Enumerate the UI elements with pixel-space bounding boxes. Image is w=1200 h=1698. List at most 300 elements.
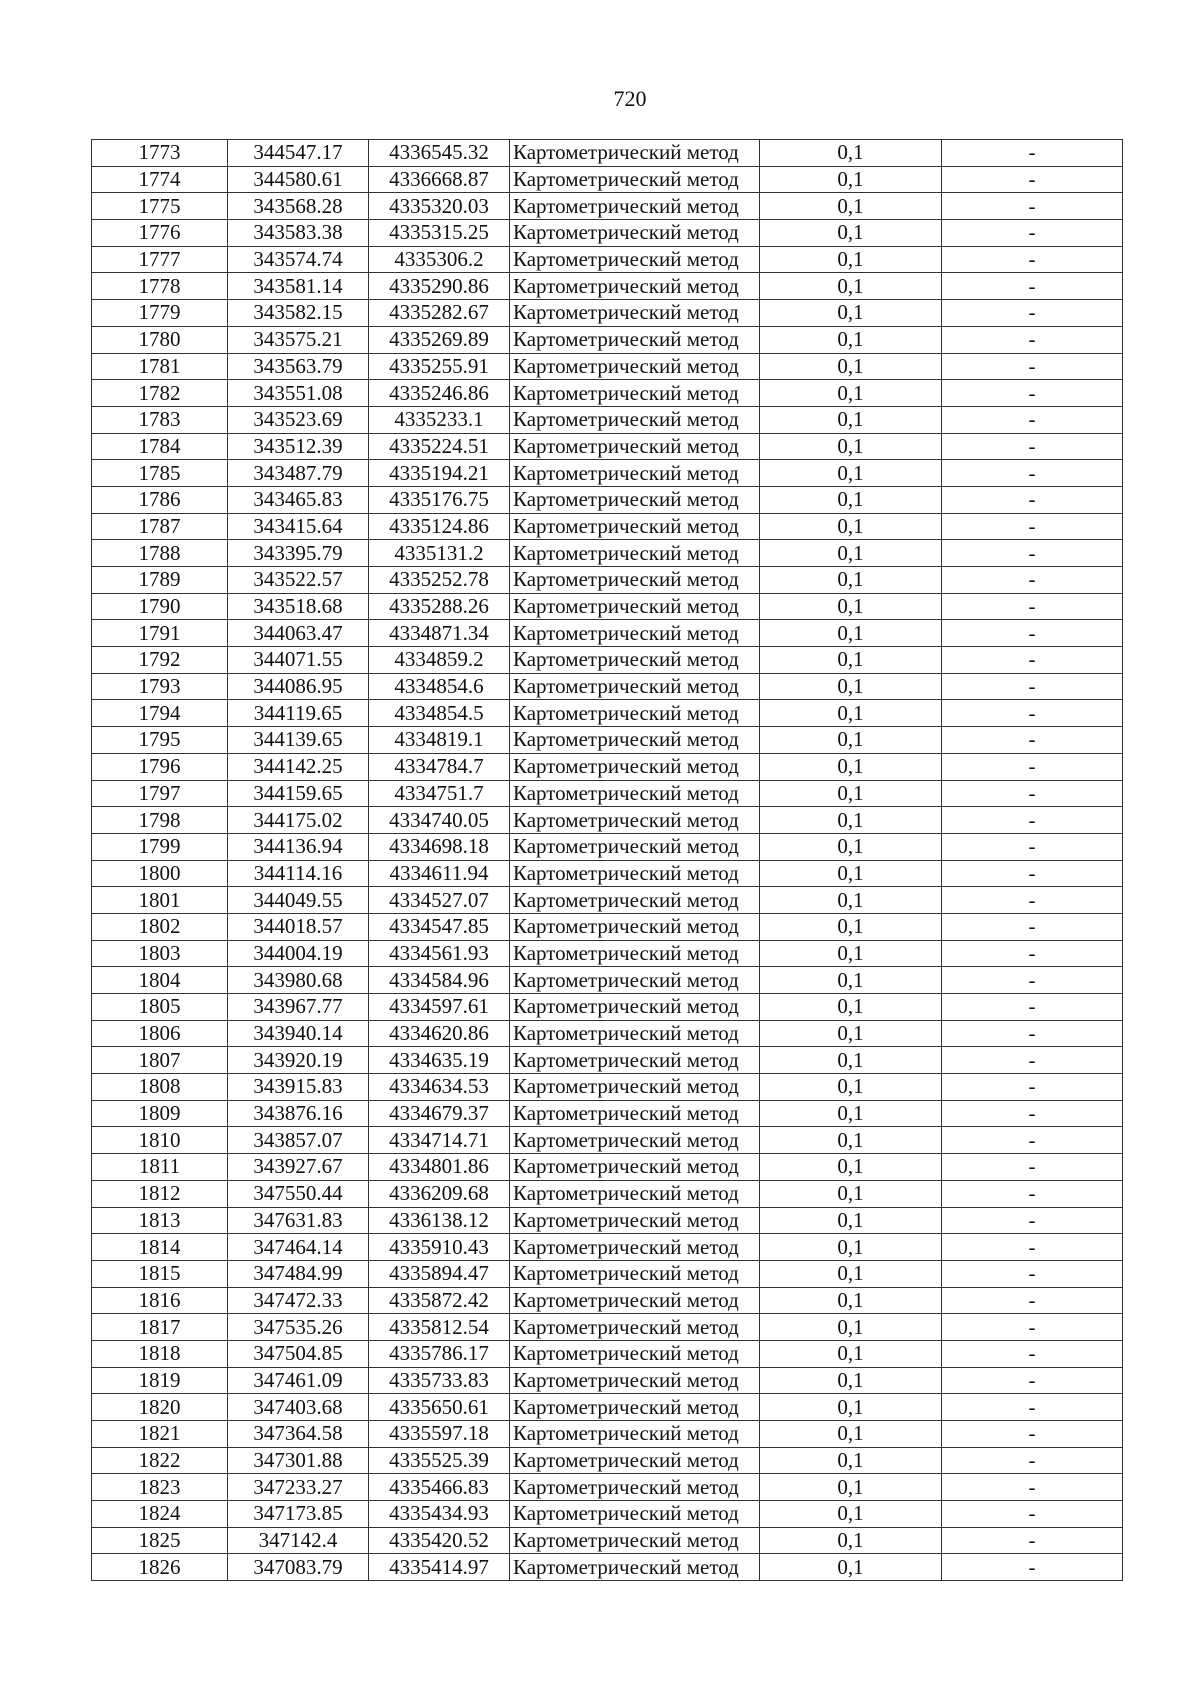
table-row <box>92 1207 1123 1234</box>
table-row <box>92 1474 1123 1501</box>
y-coordinate-cell: 4336545.32 <box>369 140 510 167</box>
accuracy-cell: 0,1 <box>760 940 942 967</box>
note-cell: - <box>942 994 1123 1021</box>
note-cell: - <box>942 246 1123 273</box>
table-row <box>92 1314 1123 1341</box>
accuracy-cell: 0,1 <box>760 406 942 433</box>
point-number-cell: 1823 <box>92 1474 228 1501</box>
x-coordinate-cell: 344018.57 <box>228 913 369 940</box>
note-cell: - <box>942 1287 1123 1314</box>
table-row <box>92 406 1123 433</box>
y-coordinate-cell: 4335131.2 <box>369 540 510 567</box>
accuracy-cell: 0,1 <box>760 1047 942 1074</box>
y-coordinate-cell: 4334784.7 <box>369 753 510 780</box>
table-row <box>92 166 1123 193</box>
point-number-cell: 1805 <box>92 994 228 1021</box>
y-coordinate-cell: 4335246.86 <box>369 380 510 407</box>
point-number-cell: 1826 <box>92 1554 228 1581</box>
table-row <box>92 193 1123 220</box>
method-cell: Картометрический метод <box>510 380 760 407</box>
note-cell: - <box>942 540 1123 567</box>
method-cell: Картометрический метод <box>510 753 760 780</box>
y-coordinate-cell: 4335910.43 <box>369 1234 510 1261</box>
note-cell: - <box>942 807 1123 834</box>
point-number-cell: 1818 <box>92 1340 228 1367</box>
point-number-cell: 1797 <box>92 780 228 807</box>
point-number-cell: 1778 <box>92 273 228 300</box>
method-cell: Картометрический метод <box>510 140 760 167</box>
method-cell: Картометрический метод <box>510 1554 760 1581</box>
point-number-cell: 1815 <box>92 1260 228 1287</box>
point-number-cell: 1776 <box>92 220 228 247</box>
accuracy-cell: 0,1 <box>760 620 942 647</box>
x-coordinate-cell: 344071.55 <box>228 647 369 674</box>
point-number-cell: 1787 <box>92 513 228 540</box>
accuracy-cell: 0,1 <box>760 753 942 780</box>
table-row <box>92 1421 1123 1448</box>
x-coordinate-cell: 343967.77 <box>228 994 369 1021</box>
x-coordinate-cell: 347631.83 <box>228 1207 369 1234</box>
point-number-cell: 1798 <box>92 807 228 834</box>
y-coordinate-cell: 4334751.7 <box>369 780 510 807</box>
table-row <box>92 273 1123 300</box>
table-row <box>92 1367 1123 1394</box>
method-cell: Картометрический метод <box>510 967 760 994</box>
point-number-cell: 1817 <box>92 1314 228 1341</box>
method-cell: Картометрический метод <box>510 1421 760 1448</box>
x-coordinate-cell: 344580.61 <box>228 166 369 193</box>
accuracy-cell: 0,1 <box>760 1020 942 1047</box>
table-row <box>92 1234 1123 1261</box>
accuracy-cell: 0,1 <box>760 567 942 594</box>
method-cell: Картометрический метод <box>510 1180 760 1207</box>
note-cell: - <box>942 1421 1123 1448</box>
x-coordinate-cell: 347301.88 <box>228 1447 369 1474</box>
method-cell: Картометрический метод <box>510 620 760 647</box>
method-cell: Картометрический метод <box>510 220 760 247</box>
table-row <box>92 647 1123 674</box>
y-coordinate-cell: 4335269.89 <box>369 326 510 353</box>
table-row <box>92 1340 1123 1367</box>
x-coordinate-cell: 343523.69 <box>228 406 369 433</box>
accuracy-cell: 0,1 <box>760 460 942 487</box>
x-coordinate-cell: 347403.68 <box>228 1394 369 1421</box>
table-row <box>92 1020 1123 1047</box>
x-coordinate-cell: 344114.16 <box>228 860 369 887</box>
method-cell: Картометрический метод <box>510 1100 760 1127</box>
y-coordinate-cell: 4334819.1 <box>369 727 510 754</box>
method-cell: Картометрический метод <box>510 940 760 967</box>
point-number-cell: 1774 <box>92 166 228 193</box>
accuracy-cell: 0,1 <box>760 1554 942 1581</box>
table-row <box>92 220 1123 247</box>
point-number-cell: 1793 <box>92 673 228 700</box>
point-number-cell: 1796 <box>92 753 228 780</box>
x-coordinate-cell: 347083.79 <box>228 1554 369 1581</box>
note-cell: - <box>942 1074 1123 1101</box>
x-coordinate-cell: 343512.39 <box>228 433 369 460</box>
y-coordinate-cell: 4335224.51 <box>369 433 510 460</box>
note-cell: - <box>942 913 1123 940</box>
table-row <box>92 727 1123 754</box>
table-row <box>92 433 1123 460</box>
accuracy-cell: 0,1 <box>760 1074 942 1101</box>
method-cell: Картометрический метод <box>510 1314 760 1341</box>
point-number-cell: 1807 <box>92 1047 228 1074</box>
y-coordinate-cell: 4335320.03 <box>369 193 510 220</box>
method-cell: Картометрический метод <box>510 1447 760 1474</box>
y-coordinate-cell: 4335288.26 <box>369 593 510 620</box>
x-coordinate-cell: 343568.28 <box>228 193 369 220</box>
accuracy-cell: 0,1 <box>760 1394 942 1421</box>
table-row <box>92 1501 1123 1528</box>
x-coordinate-cell: 344139.65 <box>228 727 369 754</box>
point-number-cell: 1812 <box>92 1180 228 1207</box>
x-coordinate-cell: 344004.19 <box>228 940 369 967</box>
table-row <box>92 753 1123 780</box>
table-row <box>92 567 1123 594</box>
note-cell: - <box>942 673 1123 700</box>
accuracy-cell: 0,1 <box>760 1421 942 1448</box>
page-number: 720 <box>613 86 647 111</box>
table-row <box>92 780 1123 807</box>
method-cell: Картометрический метод <box>510 887 760 914</box>
method-cell: Картометрический метод <box>510 273 760 300</box>
accuracy-cell: 0,1 <box>760 486 942 513</box>
point-number-cell: 1810 <box>92 1127 228 1154</box>
method-cell: Картометрический метод <box>510 193 760 220</box>
x-coordinate-cell: 344119.65 <box>228 700 369 727</box>
note-cell: - <box>942 406 1123 433</box>
table-row <box>92 140 1123 167</box>
accuracy-cell: 0,1 <box>760 273 942 300</box>
note-cell: - <box>942 753 1123 780</box>
method-cell: Картометрический метод <box>510 1474 760 1501</box>
y-coordinate-cell: 4335525.39 <box>369 1447 510 1474</box>
method-cell: Картометрический метод <box>510 833 760 860</box>
y-coordinate-cell: 4335812.54 <box>369 1314 510 1341</box>
y-coordinate-cell: 4334561.93 <box>369 940 510 967</box>
accuracy-cell: 0,1 <box>760 353 942 380</box>
table-row <box>92 1394 1123 1421</box>
note-cell: - <box>942 1207 1123 1234</box>
note-cell: - <box>942 460 1123 487</box>
accuracy-cell: 0,1 <box>760 1234 942 1261</box>
point-number-cell: 1784 <box>92 433 228 460</box>
x-coordinate-cell: 343915.83 <box>228 1074 369 1101</box>
table-row <box>92 1527 1123 1554</box>
x-coordinate-cell: 347142.4 <box>228 1527 369 1554</box>
x-coordinate-cell: 343876.16 <box>228 1100 369 1127</box>
table-row <box>92 887 1123 914</box>
method-cell: Картометрический метод <box>510 1074 760 1101</box>
accuracy-cell: 0,1 <box>760 780 942 807</box>
x-coordinate-cell: 343522.57 <box>228 567 369 594</box>
point-number-cell: 1791 <box>92 620 228 647</box>
point-number-cell: 1804 <box>92 967 228 994</box>
note-cell: - <box>942 1314 1123 1341</box>
note-cell: - <box>942 433 1123 460</box>
x-coordinate-cell: 344086.95 <box>228 673 369 700</box>
point-number-cell: 1792 <box>92 647 228 674</box>
coordinates-table-body <box>92 140 1123 1581</box>
method-cell: Картометрический метод <box>510 326 760 353</box>
accuracy-cell: 0,1 <box>760 140 942 167</box>
note-cell: - <box>942 1474 1123 1501</box>
point-number-cell: 1773 <box>92 140 228 167</box>
point-number-cell: 1802 <box>92 913 228 940</box>
accuracy-cell: 0,1 <box>760 326 942 353</box>
table-row <box>92 1180 1123 1207</box>
y-coordinate-cell: 4335290.86 <box>369 273 510 300</box>
y-coordinate-cell: 4334740.05 <box>369 807 510 834</box>
method-cell: Картометрический метод <box>510 513 760 540</box>
accuracy-cell: 0,1 <box>760 860 942 887</box>
accuracy-cell: 0,1 <box>760 913 942 940</box>
accuracy-cell: 0,1 <box>760 193 942 220</box>
table-row <box>92 673 1123 700</box>
x-coordinate-cell: 343980.68 <box>228 967 369 994</box>
x-coordinate-cell: 343487.79 <box>228 460 369 487</box>
point-number-cell: 1821 <box>92 1421 228 1448</box>
table-row <box>92 513 1123 540</box>
note-cell: - <box>942 727 1123 754</box>
y-coordinate-cell: 4335255.91 <box>369 353 510 380</box>
accuracy-cell: 0,1 <box>760 1180 942 1207</box>
table-row <box>92 860 1123 887</box>
accuracy-cell: 0,1 <box>760 1127 942 1154</box>
accuracy-cell: 0,1 <box>760 540 942 567</box>
method-cell: Картометрический метод <box>510 700 760 727</box>
x-coordinate-cell: 347464.14 <box>228 1234 369 1261</box>
point-number-cell: 1800 <box>92 860 228 887</box>
accuracy-cell: 0,1 <box>760 1447 942 1474</box>
y-coordinate-cell: 4335597.18 <box>369 1421 510 1448</box>
y-coordinate-cell: 4334801.86 <box>369 1154 510 1181</box>
note-cell: - <box>942 326 1123 353</box>
x-coordinate-cell: 343574.74 <box>228 246 369 273</box>
table-row <box>92 1287 1123 1314</box>
method-cell: Картометрический метод <box>510 860 760 887</box>
note-cell: - <box>942 860 1123 887</box>
x-coordinate-cell: 347364.58 <box>228 1421 369 1448</box>
table-row <box>92 913 1123 940</box>
point-number-cell: 1786 <box>92 486 228 513</box>
point-number-cell: 1779 <box>92 300 228 327</box>
accuracy-cell: 0,1 <box>760 1287 942 1314</box>
note-cell: - <box>942 486 1123 513</box>
note-cell: - <box>942 1554 1123 1581</box>
note-cell: - <box>942 273 1123 300</box>
point-number-cell: 1789 <box>92 567 228 594</box>
note-cell: - <box>942 1340 1123 1367</box>
table-row <box>92 300 1123 327</box>
method-cell: Картометрический метод <box>510 780 760 807</box>
method-cell: Картометрический метод <box>510 1394 760 1421</box>
method-cell: Картометрический метод <box>510 567 760 594</box>
method-cell: Картометрический метод <box>510 593 760 620</box>
point-number-cell: 1780 <box>92 326 228 353</box>
y-coordinate-cell: 4335282.67 <box>369 300 510 327</box>
accuracy-cell: 0,1 <box>760 673 942 700</box>
method-cell: Картометрический метод <box>510 246 760 273</box>
accuracy-cell: 0,1 <box>760 967 942 994</box>
x-coordinate-cell: 343518.68 <box>228 593 369 620</box>
method-cell: Картометрический метод <box>510 1287 760 1314</box>
table-row <box>92 1100 1123 1127</box>
x-coordinate-cell: 344175.02 <box>228 807 369 834</box>
y-coordinate-cell: 4334714.71 <box>369 1127 510 1154</box>
x-coordinate-cell: 347472.33 <box>228 1287 369 1314</box>
method-cell: Картометрический метод <box>510 300 760 327</box>
x-coordinate-cell: 344049.55 <box>228 887 369 914</box>
note-cell: - <box>942 780 1123 807</box>
note-cell: - <box>942 887 1123 914</box>
point-number-cell: 1813 <box>92 1207 228 1234</box>
table-row <box>92 1447 1123 1474</box>
accuracy-cell: 0,1 <box>760 380 942 407</box>
x-coordinate-cell: 347550.44 <box>228 1180 369 1207</box>
x-coordinate-cell: 344547.17 <box>228 140 369 167</box>
accuracy-cell: 0,1 <box>760 1501 942 1528</box>
accuracy-cell: 0,1 <box>760 647 942 674</box>
x-coordinate-cell: 343857.07 <box>228 1127 369 1154</box>
x-coordinate-cell: 343920.19 <box>228 1047 369 1074</box>
accuracy-cell: 0,1 <box>760 1260 942 1287</box>
x-coordinate-cell: 347233.27 <box>228 1474 369 1501</box>
x-coordinate-cell: 347504.85 <box>228 1340 369 1367</box>
table-row <box>92 460 1123 487</box>
table-row <box>92 1554 1123 1581</box>
y-coordinate-cell: 4335466.83 <box>369 1474 510 1501</box>
y-coordinate-cell: 4334547.85 <box>369 913 510 940</box>
point-number-cell: 1820 <box>92 1394 228 1421</box>
y-coordinate-cell: 4336668.87 <box>369 166 510 193</box>
note-cell: - <box>942 700 1123 727</box>
method-cell: Картометрический метод <box>510 486 760 513</box>
note-cell: - <box>942 1100 1123 1127</box>
accuracy-cell: 0,1 <box>760 513 942 540</box>
y-coordinate-cell: 4335194.21 <box>369 460 510 487</box>
y-coordinate-cell: 4335233.1 <box>369 406 510 433</box>
note-cell: - <box>942 1394 1123 1421</box>
note-cell: - <box>942 1154 1123 1181</box>
accuracy-cell: 0,1 <box>760 1527 942 1554</box>
x-coordinate-cell: 344063.47 <box>228 620 369 647</box>
y-coordinate-cell: 4335894.47 <box>369 1260 510 1287</box>
x-coordinate-cell: 343581.14 <box>228 273 369 300</box>
point-number-cell: 1782 <box>92 380 228 407</box>
note-cell: - <box>942 220 1123 247</box>
accuracy-cell: 0,1 <box>760 727 942 754</box>
method-cell: Картометрический метод <box>510 1020 760 1047</box>
point-number-cell: 1785 <box>92 460 228 487</box>
note-cell: - <box>942 1367 1123 1394</box>
table-row <box>92 540 1123 567</box>
y-coordinate-cell: 4334611.94 <box>369 860 510 887</box>
y-coordinate-cell: 4334854.5 <box>369 700 510 727</box>
note-cell: - <box>942 1527 1123 1554</box>
point-number-cell: 1795 <box>92 727 228 754</box>
accuracy-cell: 0,1 <box>760 887 942 914</box>
method-cell: Картометрический метод <box>510 1127 760 1154</box>
point-number-cell: 1806 <box>92 1020 228 1047</box>
method-cell: Картометрический метод <box>510 1234 760 1261</box>
note-cell: - <box>942 1020 1123 1047</box>
y-coordinate-cell: 4335872.42 <box>369 1287 510 1314</box>
point-number-cell: 1825 <box>92 1527 228 1554</box>
note-cell: - <box>942 967 1123 994</box>
y-coordinate-cell: 4336209.68 <box>369 1180 510 1207</box>
method-cell: Картометрический метод <box>510 406 760 433</box>
y-coordinate-cell: 4335252.78 <box>369 567 510 594</box>
note-cell: - <box>942 1234 1123 1261</box>
point-number-cell: 1799 <box>92 833 228 860</box>
table-row <box>92 1047 1123 1074</box>
point-number-cell: 1788 <box>92 540 228 567</box>
method-cell: Картометрический метод <box>510 673 760 700</box>
note-cell: - <box>942 380 1123 407</box>
x-coordinate-cell: 343927.67 <box>228 1154 369 1181</box>
point-number-cell: 1809 <box>92 1100 228 1127</box>
table-row <box>92 1074 1123 1101</box>
y-coordinate-cell: 4334859.2 <box>369 647 510 674</box>
x-coordinate-cell: 343563.79 <box>228 353 369 380</box>
table-row <box>92 940 1123 967</box>
point-number-cell: 1801 <box>92 887 228 914</box>
y-coordinate-cell: 4335420.52 <box>369 1527 510 1554</box>
table-row <box>92 1260 1123 1287</box>
table-row <box>92 353 1123 380</box>
y-coordinate-cell: 4334854.6 <box>369 673 510 700</box>
note-cell: - <box>942 353 1123 380</box>
accuracy-cell: 0,1 <box>760 1207 942 1234</box>
x-coordinate-cell: 343575.21 <box>228 326 369 353</box>
y-coordinate-cell: 4334620.86 <box>369 1020 510 1047</box>
accuracy-cell: 0,1 <box>760 807 942 834</box>
y-coordinate-cell: 4335124.86 <box>369 513 510 540</box>
method-cell: Картометрический метод <box>510 807 760 834</box>
accuracy-cell: 0,1 <box>760 833 942 860</box>
x-coordinate-cell: 347173.85 <box>228 1501 369 1528</box>
accuracy-cell: 0,1 <box>760 1100 942 1127</box>
method-cell: Картометрический метод <box>510 1501 760 1528</box>
y-coordinate-cell: 4336138.12 <box>369 1207 510 1234</box>
method-cell: Картометрический метод <box>510 166 760 193</box>
x-coordinate-cell: 344136.94 <box>228 833 369 860</box>
method-cell: Картометрический метод <box>510 1047 760 1074</box>
point-number-cell: 1794 <box>92 700 228 727</box>
table-row <box>92 380 1123 407</box>
table-row <box>92 246 1123 273</box>
method-cell: Картометрический метод <box>510 913 760 940</box>
table-row <box>92 967 1123 994</box>
method-cell: Картометрический метод <box>510 1340 760 1367</box>
note-cell: - <box>942 1047 1123 1074</box>
method-cell: Картометрический метод <box>510 1260 760 1287</box>
y-coordinate-cell: 4334679.37 <box>369 1100 510 1127</box>
x-coordinate-cell: 343465.83 <box>228 486 369 513</box>
method-cell: Картометрический метод <box>510 1367 760 1394</box>
x-coordinate-cell: 343415.64 <box>228 513 369 540</box>
accuracy-cell: 0,1 <box>760 246 942 273</box>
note-cell: - <box>942 193 1123 220</box>
note-cell: - <box>942 1447 1123 1474</box>
y-coordinate-cell: 4334584.96 <box>369 967 510 994</box>
note-cell: - <box>942 1501 1123 1528</box>
y-coordinate-cell: 4334635.19 <box>369 1047 510 1074</box>
method-cell: Картометрический метод <box>510 1207 760 1234</box>
